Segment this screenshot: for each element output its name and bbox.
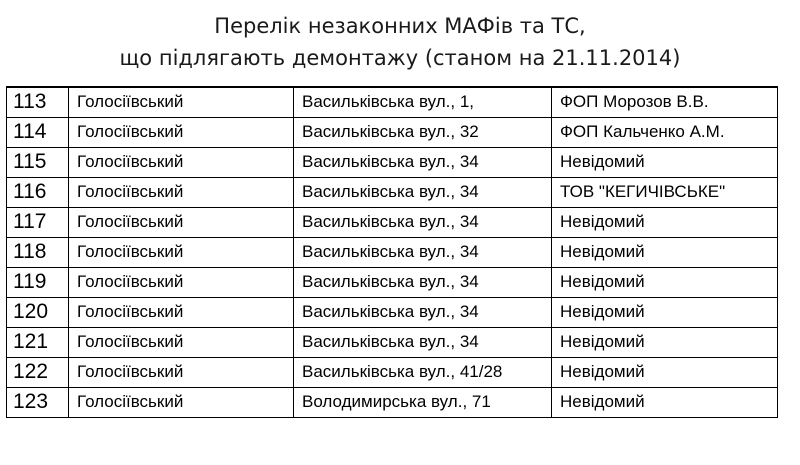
owner-cell: Невідомий <box>552 387 778 417</box>
page-title <box>0 10 800 74</box>
owner-cell: Невідомий <box>552 297 778 327</box>
district-cell: Голосіївський <box>69 147 294 177</box>
district-cell: Голосіївський <box>69 87 294 117</box>
owner-cell: Невідомий <box>552 357 778 387</box>
table-row <box>7 147 778 177</box>
row-number-cell: 121 <box>7 327 69 357</box>
district-cell: Голосіївський <box>69 267 294 297</box>
row-number-cell: 113 <box>7 87 69 117</box>
table-row <box>7 297 778 327</box>
row-number-cell: 114 <box>7 117 69 147</box>
owner-cell: ТОВ "КЕГИЧІВСЬКЕ" <box>552 177 778 207</box>
table-row <box>7 267 778 297</box>
district-cell: Голосіївський <box>69 327 294 357</box>
district-cell: Голосіївський <box>69 387 294 417</box>
row-number-cell: 123 <box>7 387 69 417</box>
owner-cell: ФОП Кальченко А.М. <box>552 117 778 147</box>
district-cell: Голосіївський <box>69 297 294 327</box>
table-row <box>7 207 778 237</box>
address-cell: Васильківська вул., 34 <box>294 177 552 207</box>
row-number-cell: 118 <box>7 237 69 267</box>
district-cell: Голосіївський <box>69 357 294 387</box>
table-row <box>7 177 778 207</box>
table-row <box>7 327 778 357</box>
district-cell: Голосіївський <box>69 177 294 207</box>
district-cell: Голосіївський <box>69 207 294 237</box>
owner-cell: Невідомий <box>552 237 778 267</box>
address-cell: Васильківська вул., 34 <box>294 267 552 297</box>
title-line-2: що підлягають демонтажу (станом на 21.11.2014) <box>119 46 681 70</box>
address-cell: Васильківська вул., 41/28 <box>294 357 552 387</box>
owner-cell: Невідомий <box>552 327 778 357</box>
table-body <box>7 87 778 417</box>
address-cell: Васильківська вул., 34 <box>294 207 552 237</box>
address-cell: Володимирська вул., 71 <box>294 387 552 417</box>
owner-cell: ФОП Морозов В.В. <box>552 87 778 117</box>
table-row <box>7 357 778 387</box>
district-cell: Голосіївський <box>69 117 294 147</box>
row-number-cell: 115 <box>7 147 69 177</box>
title-line-1: Перелік незаконних МАФів та ТС, <box>214 14 586 38</box>
owner-cell: Невідомий <box>552 147 778 177</box>
owner-cell: Невідомий <box>552 207 778 237</box>
district-cell: Голосіївський <box>69 237 294 267</box>
owner-cell: Невідомий <box>552 267 778 297</box>
row-number-cell: 117 <box>7 207 69 237</box>
row-number-cell: 119 <box>7 267 69 297</box>
table-row <box>7 237 778 267</box>
table-row <box>7 87 778 117</box>
row-number-cell: 120 <box>7 297 69 327</box>
dismantling-list-table <box>6 86 778 418</box>
address-cell: Васильківська вул., 32 <box>294 117 552 147</box>
table-row <box>7 387 778 417</box>
address-cell: Васильківська вул., 34 <box>294 237 552 267</box>
row-number-cell: 122 <box>7 357 69 387</box>
row-number-cell: 116 <box>7 177 69 207</box>
address-cell: Васильківська вул., 34 <box>294 297 552 327</box>
address-cell: Васильківська вул., 1, <box>294 87 552 117</box>
address-cell: Васильківська вул., 34 <box>294 327 552 357</box>
table-row <box>7 117 778 147</box>
address-cell: Васильківська вул., 34 <box>294 147 552 177</box>
